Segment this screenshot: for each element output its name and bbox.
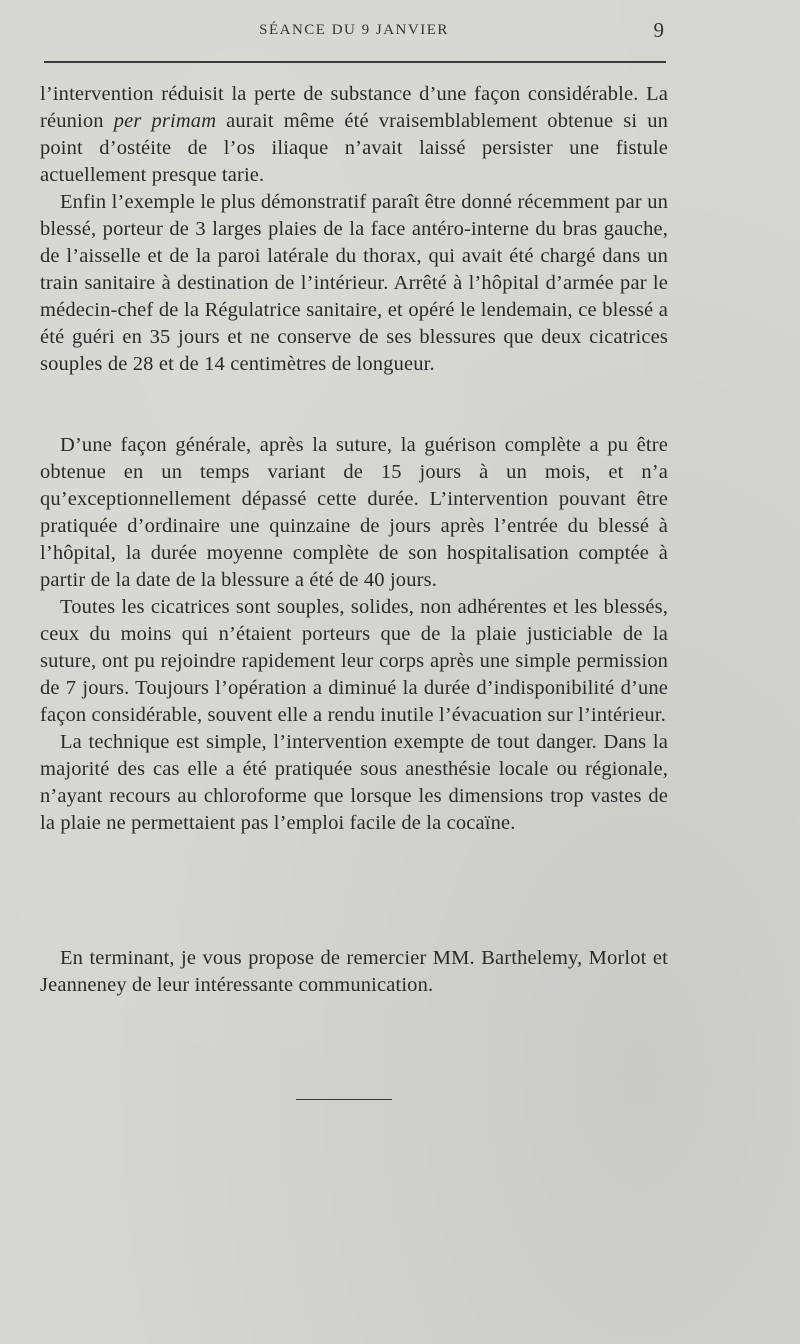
paragraph-4: Toutes les cicatrices sont souples, solides, non adhérentes et les blessés, ceux du moins qui n’étaient porteurs que de la plaie justiciable de la suture, ont pu rejoindre rapidement leur corps après une simple permission de 7 jours. Toujours l’opération a diminué la durée d’indisponibilité d’une façon considérable, souvent elle a rendu inutile l’évacuation sur l’intérieur. bbox=[40, 596, 668, 726]
running-title: SÉANCE DU 9 JANVIER bbox=[259, 22, 449, 38]
paragraph-1-part-1: l’intervention réduisit la perte de substance d’une façon considérable. La réunion bbox=[40, 83, 668, 132]
page-number: 9 bbox=[653, 18, 664, 42]
text-section-3 bbox=[40, 945, 668, 999]
text-section-2 bbox=[40, 432, 668, 837]
text-section-1 bbox=[40, 81, 668, 378]
paragraph-1 bbox=[40, 81, 668, 189]
paragraph-1-part-2: aurait même été vraisemblablement obtenue si un point d’ostéite de l’os iliaque n’avait laissé persister une fistule actuellement presque tarie. bbox=[40, 110, 669, 186]
paragraph-2: Enfin l’exemple le plus démonstratif paraît être donné récemment par un blessé, porteur de 3 larges plaies de la face antéro-interne du bras gauche, de l’aisselle et de la paroi latérale du thorax, qui avait été chargé dans un train sanitaire à destination de l’intérieur. Arrêté à l’hôpital d’armée par le médecin-chef de la Régulatrice sanitaire, et opéré le lendemain, ce blessé a été guéri en 35 jours et ne conserve de ses blessures que deux cicatrices souples de 28 et de 14 centimètres de longueur. bbox=[40, 191, 668, 375]
running-header bbox=[40, 18, 668, 46]
end-rule bbox=[296, 1099, 392, 1100]
header-rule bbox=[44, 61, 666, 63]
paragraph-3: D’une façon générale, après la suture, la guérison complète a pu être obtenue en un temps variant de 15 jours à un mois, et n’a qu’exceptionnellement dépassé cette durée. L’intervention pouvant être pratiquée d’ordinaire une quinzaine de jours après l’entrée du blessé à l’hôpital, la durée moyenne complète de son hospitalisation comptée à partir de la date de la blessure a été de 40 jours. bbox=[40, 434, 668, 591]
paragraph-5: La technique est simple, l’intervention exempte de tout danger. Dans la majorité des cas elle a été pratiquée sous anesthésie locale ou régionale, n’ayant recours au chloroforme que lorsque les dimensions trop vastes de la plaie ne permettaient pas l’emploi facile de la cocaïne. bbox=[40, 731, 668, 834]
paragraph-6: En terminant, je vous propose de remercier MM. Barthelemy, Morlot et Jeanneney de leur intéressante communication. bbox=[40, 947, 668, 996]
latin-phrase: per primam bbox=[113, 110, 217, 132]
